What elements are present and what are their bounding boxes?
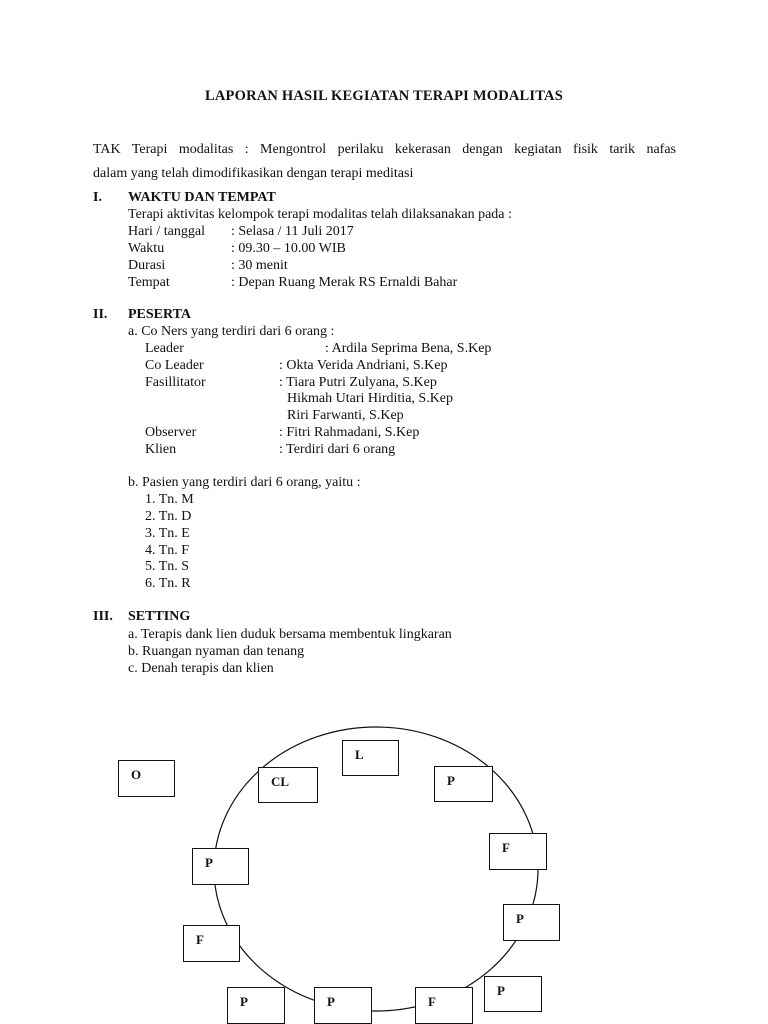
- facilitator-box-1: F: [489, 833, 547, 870]
- facilitator-box-3: F: [415, 987, 473, 1024]
- patient-6: 6. Tn. R: [145, 576, 191, 591]
- page-title: LAPORAN HASIL KEGIATAN TERAPI MODALITAS: [204, 88, 563, 104]
- role-label-co-leader: Co Leader: [145, 358, 204, 373]
- role-value-fasilitator-3: Riri Farwanti, S.Kep: [287, 408, 404, 423]
- hari-value: : Selasa / 11 Juli 2017: [231, 224, 354, 239]
- patient-box-2: P: [192, 848, 249, 885]
- role-value-fasilitator-2: Hikmah Utari Hirditia, S.Kep: [287, 391, 454, 406]
- patient-2: 2. Tn. D: [145, 509, 192, 524]
- pasien-lead: b. Pasien yang terdiri dari 6 orang, yaitu :: [128, 475, 361, 490]
- waktu-value: : 09.30 – 10.00 WIB: [231, 241, 346, 256]
- section-1-lead: Terapi aktivitas kelompok terapi modalitas telah dilaksanakan pada :: [128, 207, 512, 222]
- intro-line-2: dalam yang telah dimodifikasikan dengan terapi meditasi: [93, 166, 414, 181]
- waktu-label: Waktu: [128, 241, 165, 256]
- patient-box-5: P: [227, 987, 285, 1024]
- intro-paragraph: [93, 138, 676, 186]
- role-label-fasilitator: Fasillitator: [145, 375, 206, 390]
- patient-1: 1. Tn. M: [145, 492, 194, 507]
- setting-item-a: a. Terapis dank lien duduk bersama membentuk lingkaran: [128, 627, 452, 642]
- section-2-number: II.: [93, 307, 108, 322]
- patient-box-1: P: [434, 766, 493, 802]
- role-value-leader: : Ardila Seprima Bena, S.Kep: [325, 341, 492, 356]
- section-3-number: III.: [93, 609, 113, 624]
- tempat-label: Tempat: [128, 275, 170, 290]
- setting-item-c: c. Denah terapis dan klien: [128, 661, 274, 676]
- durasi-label: Durasi: [128, 258, 166, 273]
- role-label-klien: Klien: [145, 442, 177, 457]
- leader-box: L: [342, 740, 399, 776]
- facilitator-box-2: F: [183, 925, 240, 962]
- patient-3: 3. Tn. E: [145, 526, 190, 541]
- patient-box-6: P: [314, 987, 372, 1024]
- role-value-co-leader: : Okta Verida Andriani, S.Kep: [279, 358, 448, 373]
- section-3-heading: SETTING: [128, 609, 191, 624]
- co-ners-lead: a. Co Ners yang terdiri dari 6 orang :: [128, 324, 335, 339]
- patient-4: 4. Tn. F: [145, 543, 190, 558]
- hari-label: Hari / tanggal: [128, 224, 205, 239]
- section-1-heading: WAKTU DAN TEMPAT: [128, 190, 276, 205]
- observer-box: O: [118, 760, 175, 797]
- patient-5: 5. Tn. S: [145, 559, 190, 574]
- role-label-observer: Observer: [145, 425, 197, 440]
- patient-box-3: P: [503, 904, 560, 941]
- role-value-fasilitator-1: : Tiara Putri Zulyana, S.Kep: [279, 375, 437, 390]
- setting-item-b: b. Ruangan nyaman dan tenang: [128, 644, 305, 659]
- role-value-observer: : Fitri Rahmadani, S.Kep: [279, 425, 420, 440]
- tempat-value: : Depan Ruang Merak RS Ernaldi Bahar: [231, 275, 458, 290]
- intro-line-1: TAK Terapi modalitas : Mengontrol perilaku kekerasan dengan kegiatan fisik tarik nafas: [93, 142, 676, 157]
- durasi-value: : 30 menit: [231, 258, 288, 273]
- role-value-klien: : Terdiri dari 6 orang: [279, 442, 396, 457]
- role-label-leader: Leader: [145, 341, 184, 356]
- co-leader-box: CL: [258, 767, 318, 803]
- section-2-heading: PESERTA: [128, 307, 192, 322]
- patient-box-4: P: [484, 976, 542, 1012]
- seating-diagram: [0, 700, 768, 1024]
- section-1-number: I.: [93, 190, 102, 205]
